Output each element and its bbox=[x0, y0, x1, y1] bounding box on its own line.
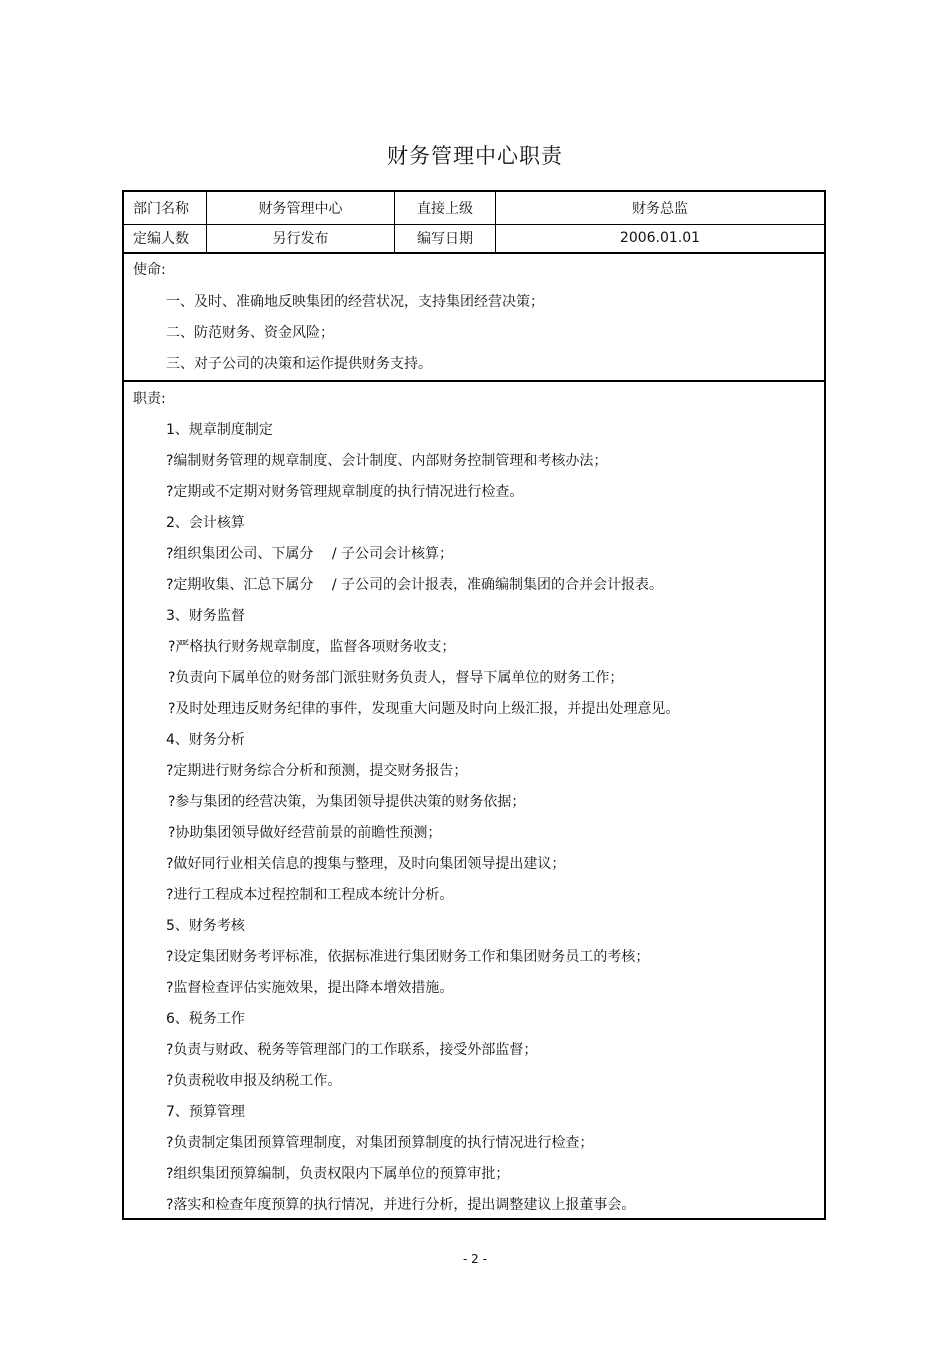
mission-item: 一、及时、准确地反映集团的经营状况，支持集团经营决策； bbox=[166, 294, 544, 310]
duty-item: ?做好同行业相关信息的搜集与整理，及时向集团领导提出建议； bbox=[166, 856, 566, 872]
duty-item: ?定期收集、汇总下属分 / 子公司的会计报表，准确编制集团的合并会计报表。 bbox=[166, 577, 664, 593]
dept-name-value: 财务管理中心 bbox=[207, 192, 395, 224]
mission-label: 使命: bbox=[133, 262, 166, 278]
document-title: 财务管理中心职责 bbox=[387, 144, 563, 168]
dept-name-label: 部门名称 bbox=[124, 192, 207, 224]
header-row-2 bbox=[124, 224, 824, 254]
duty-item: ?定期或不定期对财务管理规章制度的执行情况进行检查。 bbox=[166, 484, 524, 500]
header-row-1 bbox=[124, 192, 824, 225]
headcount-label: 定编人数 bbox=[124, 224, 207, 252]
duty-heading: 5、财务考核 bbox=[166, 918, 245, 934]
page-number: - 2 - bbox=[463, 1252, 487, 1266]
responsibility-table bbox=[122, 190, 826, 1220]
headcount-value: 另行发布 bbox=[207, 224, 395, 252]
mission-section bbox=[124, 254, 824, 382]
duty-item: ?负责向下属单位的财务部门派驻财务负责人，督导下属单位的财务工作； bbox=[168, 670, 624, 686]
duty-item: ?监督检查评估实施效果，提出降本增效措施。 bbox=[166, 980, 454, 996]
duty-heading: 1、规章制度制定 bbox=[166, 422, 273, 438]
duty-item: ?严格执行财务规章制度，监督各项财务收支； bbox=[168, 639, 456, 655]
duty-item: ?进行工程成本过程控制和工程成本统计分析。 bbox=[166, 887, 454, 903]
duty-item: ?落实和检查年度预算的执行情况，并进行分析，提出调整建议上报董事会。 bbox=[166, 1197, 636, 1213]
duty-item: ?参与集团的经营决策，为集团领导提供决策的财务依据； bbox=[168, 794, 526, 810]
mission-item: 二、防范财务、资金风险； bbox=[166, 325, 334, 341]
duty-item: ?设定集团财务考评标准，依据标准进行集团财务工作和集团财务员工的考核； bbox=[166, 949, 650, 965]
duties-section bbox=[124, 382, 824, 1218]
supervisor-label: 直接上级 bbox=[395, 192, 496, 224]
date-value: 2006.01.01 bbox=[619, 230, 701, 246]
duty-item: ?组织集团公司、下属分 / 子公司会计核算； bbox=[166, 546, 454, 562]
duties-label: 职责: bbox=[133, 391, 166, 407]
supervisor-value: 财务总监 bbox=[632, 201, 688, 217]
duty-item: ?负责与财政、税务等管理部门的工作联系，接受外部监督； bbox=[166, 1042, 538, 1058]
duty-heading: 6、税务工作 bbox=[166, 1011, 245, 1027]
duty-heading: 4、财务分析 bbox=[166, 732, 245, 748]
duty-item: ?定期进行财务综合分析和预测，提交财务报告； bbox=[166, 763, 468, 779]
mission-item: 三、对子公司的决策和运作提供财务支持。 bbox=[166, 356, 432, 372]
duty-item: ?负责制定集团预算管理制度，对集团预算制度的执行情况进行检查； bbox=[166, 1135, 594, 1151]
duty-item: ?负责税收申报及纳税工作。 bbox=[166, 1073, 342, 1089]
date-label: 编写日期 bbox=[395, 224, 496, 252]
duty-item: ?编制财务管理的规章制度、会计制度、内部财务控制管理和考核办法； bbox=[166, 453, 608, 469]
duty-heading: 7、预算管理 bbox=[166, 1104, 245, 1120]
duty-item: ?组织集团预算编制，负责权限内下属单位的预算审批； bbox=[166, 1166, 510, 1182]
duty-item: ?协助集团领导做好经营前景的前瞻性预测； bbox=[168, 825, 442, 841]
duty-heading: 2、会计核算 bbox=[166, 515, 245, 531]
duty-heading: 3、财务监督 bbox=[166, 608, 245, 624]
duty-item: ?及时处理违反财务纪律的事件，发现重大问题及时向上级汇报，并提出处理意见。 bbox=[168, 701, 680, 717]
